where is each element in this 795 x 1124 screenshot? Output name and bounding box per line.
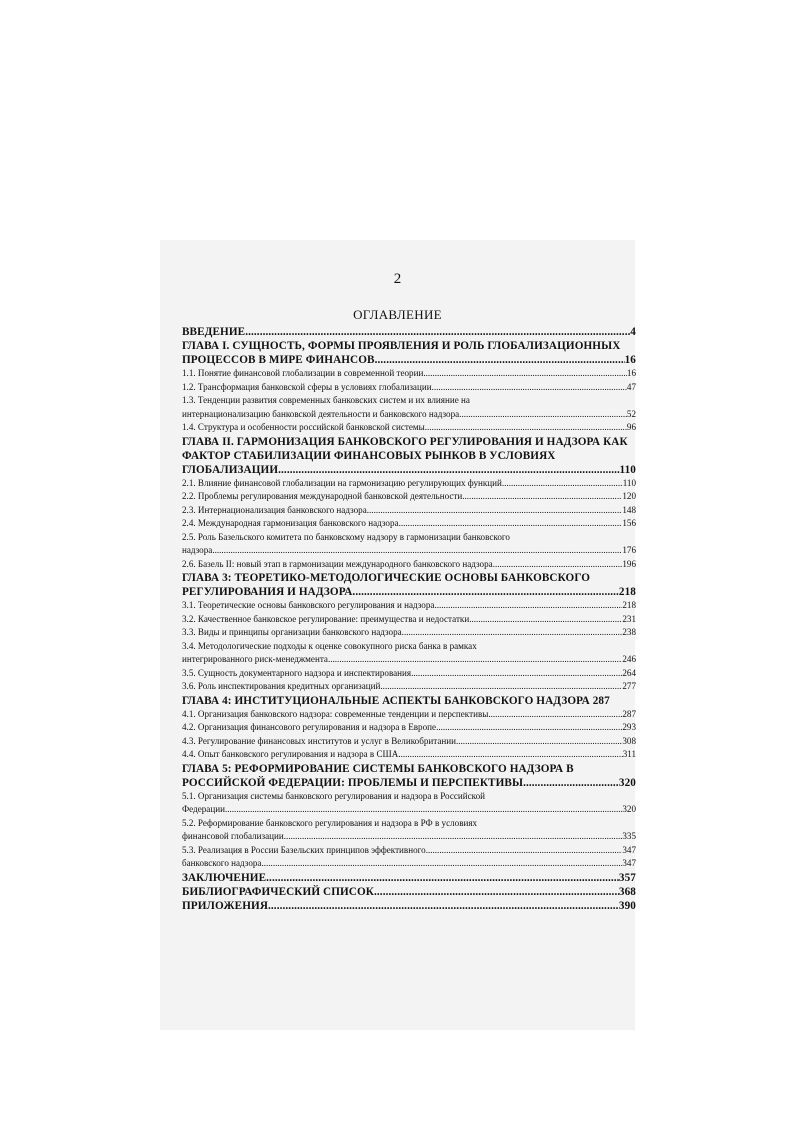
toc-page-number: 4 [630,326,636,338]
toc-leader-dots [425,421,627,435]
toc-page-number: 110 [619,463,636,476]
toc-entry-title-line: 3.4. Методологические подходы к оценке совокупного риска банка в рамках [182,640,477,651]
toc-entry-title: ГЛОБАЛИЗАЦИИ [182,463,279,476]
toc-section-entry [182,394,636,421]
toc-entry-title: 5.3. Реализация в России Базельских принципов эффективного [182,844,426,855]
toc-chapter-entry [182,899,636,913]
toc-entry-title: ПРОЦЕССОВ В МИРЕ ФИНАНСОВ [182,354,375,366]
toc-chapter-entry [182,885,636,899]
toc-page-number: 96 [626,422,636,432]
toc-page-number: 16 [624,354,636,366]
toc-chapter-entry [182,435,636,477]
toc-entry-title: 4.1. Организация банковского надзора: современные тенденции и перспективы [182,708,489,719]
toc-leader-dots [469,613,622,627]
toc-chapter-entry [182,571,636,599]
toc-entry-title: 4.2. Организация финансового регулирования и надзора в Европе [182,722,437,732]
toc-page-number: 347 [622,844,636,855]
toc-chapter-entry [182,762,636,790]
toc-page-number: 320 [622,804,636,814]
toc-page-number: 368 [618,885,636,898]
toc-leader-dots [284,830,623,844]
toc-entry-title: интегрированного риск-менеджмента [182,654,328,664]
toc-leader-dots [402,626,623,640]
toc-page-number: 231 [622,613,636,624]
toc-section-entry [182,640,636,667]
toc-page-number: 390 [618,899,636,912]
toc-section-entry [182,477,636,491]
toc-leader-dots [278,463,619,477]
toc-entry-title: 3.5. Сущность документарного надзора и инспектирования [182,667,412,678]
toc-leader-dots [493,558,623,572]
toc-entry-title: 3.2. Качественное банковское регулирование: преимущества и недостатки [182,613,470,624]
toc-section-entry [182,721,636,735]
toc-entry-title: 4.3. Регулирование финансовых институтов и услуг в Великобритании [182,735,456,746]
toc-leader-dots [459,408,627,422]
toc-entry-title: ЗАКЛЮЧЕНИЕ [182,871,267,884]
toc-page-number: 246 [622,654,636,664]
toc-section-entry [182,367,636,381]
toc-page-number: 320 [618,776,636,789]
toc-entry-title: 3.6. Роль инспектирования кредитных организаций [182,681,381,691]
toc-entry-title: РЕГУЛИРОВАНИЯ И НАДЗОРА [182,586,353,598]
toc-section-entry [182,817,636,844]
toc-leader-dots [328,653,622,667]
toc-entry-title: 2.2. Проблемы регулирования международной банковской деятельности [182,491,463,501]
toc-leader-dots [432,381,627,395]
toc-chapter-entry [182,339,636,367]
toc-entry-title: Федерации [182,804,225,814]
toc-entry-title: надзора [182,545,213,555]
toc-entry-title-line: ГЛАВА 5: РЕФОРМИРОВАНИЕ СИСТЕМЫ БАНКОВСКОГО НАДЗОРА В [182,762,574,775]
toc-entry-title: ВВЕДЕНИЕ [182,326,246,338]
toc-entry-title: ГЛАВА 4: ИНСТИТУЦИОНАЛЬНЫЕ АСПЕКТЫ БАНКОВСКОГО НАДЗОРА 287 [182,694,610,707]
toc-entry-title: ПРИЛОЖЕНИЯ [182,899,269,912]
toc-entry-title: РОССИЙСКОЙ ФЕДЕРАЦИИ: ПРОБЛЕМЫ И ПЕРСПЕКТИВЫ [182,776,524,789]
toc-leader-dots [523,776,619,790]
toc-leader-dots [268,899,619,913]
toc-section-entry [182,790,636,817]
toc-section-entry [182,504,636,518]
toc-page-number: 287 [622,708,636,719]
toc-leader-dots [399,517,623,531]
toc-leader-dots [398,748,622,762]
toc-leader-dots [462,490,622,504]
toc-entry-title: 1.4. Структура и особенности российской банковской системы [182,422,425,432]
toc-page-number: 311 [622,749,636,759]
toc-section-entry [182,708,636,722]
toc-page-number: 110 [622,477,636,488]
toc-leader-dots [375,353,625,367]
toc-leader-dots [352,585,618,599]
toc-entry-title: 3.3. Виды и принципы организации банковского надзора [182,627,402,637]
toc-entry-title-line: 5.1. Организация системы банковского регулирования и надзора в Российской [182,790,486,801]
toc-entry-title: 2.6. Базель II: новый этап в гармонизации международного банковского надзора [182,558,493,569]
toc-page-number: 277 [622,681,636,691]
toc-section-entry [182,531,636,558]
toc-section-entry [182,381,636,395]
toc-page-number: 148 [622,504,636,515]
toc-leader-dots [245,325,630,339]
table-of-contents [182,325,636,913]
toc-entry-title: 2.4. Международная гармонизация банковского надзора [182,518,399,528]
toc-entry-title: финансовой глобализации [182,831,284,841]
toc-entry-title: 2.1. Влияние финансовой глобализации на гармонизацию регулирующих функций [182,477,502,488]
toc-chapter-entry [182,871,636,885]
page-number: 2 [393,271,402,287]
toc-entry-title-line: ГЛАВА I. СУЩНОСТЬ, ФОРМЫ ПРОЯВЛЕНИЯ И РОЛЬ ГЛОБАЛИЗАЦИОННЫХ [182,340,621,352]
toc-section-entry [182,748,636,762]
toc-entry-title: 3.1. Теоретические основы банковского регулирования и надзора [182,600,435,610]
toc-leader-dots [456,735,622,749]
toc-entry-title: 2.3. Интернационализация банковского надзора [182,504,367,515]
toc-leader-dots [212,544,622,558]
toc-page-number: 156 [622,518,636,528]
toc-section-entry [182,613,636,627]
toc-leader-dots [374,885,619,899]
toc-entry-title-line: 2.5. Роль Базельского комитета по банковскому надзору в гармонизации банковского [182,531,510,542]
toc-section-entry [182,517,636,531]
toc-entry-title: 1.2. Трансформация банковской сферы в условиях глобализации [182,381,432,392]
toc-entry-title: 1.1. Понятие финансовой глобализации в современной теории [182,368,424,378]
toc-leader-dots [426,844,623,858]
toc-page-number: 264 [622,667,636,678]
toc-leader-dots [367,504,623,518]
toc-entry-title-line: 1.3. Тенденции развития современных банковских систем и их влияние на [182,395,470,405]
toc-title: ОГЛАВЛЕНИЕ [353,307,442,322]
toc-page-number: 218 [618,586,636,598]
toc-section-entry [182,857,636,871]
toc-leader-dots [380,680,622,694]
toc-page-number: 347 [622,858,636,868]
toc-section-entry [182,667,636,681]
toc-page-number: 357 [618,871,636,884]
toc-leader-dots [488,708,622,722]
toc-section-entry [182,558,636,572]
toc-page-number: 47 [626,381,636,392]
toc-leader-dots [266,871,619,885]
toc-entry-title-line: ГЛАВА 3: ТЕОРЕТИКО-МЕТОДОЛОГИЧЕСКИЕ ОСНОВЫ БАНКОВСКОГО [182,572,591,584]
toc-section-entry [182,735,636,749]
toc-section-entry [182,599,636,613]
toc-leader-dots [502,477,623,491]
toc-leader-dots [423,367,627,381]
toc-page-number: 335 [622,831,636,841]
toc-page-number: 16 [626,368,636,378]
toc-page-number: 196 [622,558,636,569]
toc-leader-dots [436,721,622,735]
toc-page-number: 120 [622,491,636,501]
toc-leader-dots [261,857,622,871]
toc-leader-dots [225,803,622,817]
toc-entry-title: БИБЛИОГРАФИЧЕСКИЙ СПИСОК [182,885,375,898]
toc-entry-title: 4.4. Опыт банковского регулирования и надзора в США [182,749,399,759]
toc-section-entry [182,490,636,504]
toc-entry-title-line: ФАКТОР СТАБИЛИЗАЦИИ ФИНАНСОВЫХ РЫНКОВ В УСЛОВИЯХ [182,449,556,462]
toc-page-number: 52 [626,408,636,419]
toc-leader-dots [434,599,622,613]
toc-section-entry [182,626,636,640]
toc-entry-title-line: 5.2. Реформирование банковского регулирования и надзора в РФ в условиях [182,817,478,828]
toc-section-entry [182,421,636,435]
toc-page-number: 293 [622,722,636,732]
toc-entry-title-line: ГЛАВА II. ГАРМОНИЗАЦИЯ БАНКОВСКОГО РЕГУЛИРОВАНИЯ И НАДЗОРА КАК [182,435,628,448]
toc-chapter-entry [182,694,636,708]
toc-chapter-entry [182,325,636,339]
toc-page-number: 308 [622,735,636,746]
toc-entry-title: интернационализацию банковской деятельности и банковского надзора [182,408,460,419]
toc-section-entry [182,844,636,858]
toc-section-entry [182,680,636,694]
toc-page-number: 218 [622,600,636,610]
toc-entry-title: банковского надзора [182,858,262,868]
toc-page-number: 238 [622,627,636,637]
toc-leader-dots [411,667,622,681]
toc-page-number: 176 [622,545,636,555]
